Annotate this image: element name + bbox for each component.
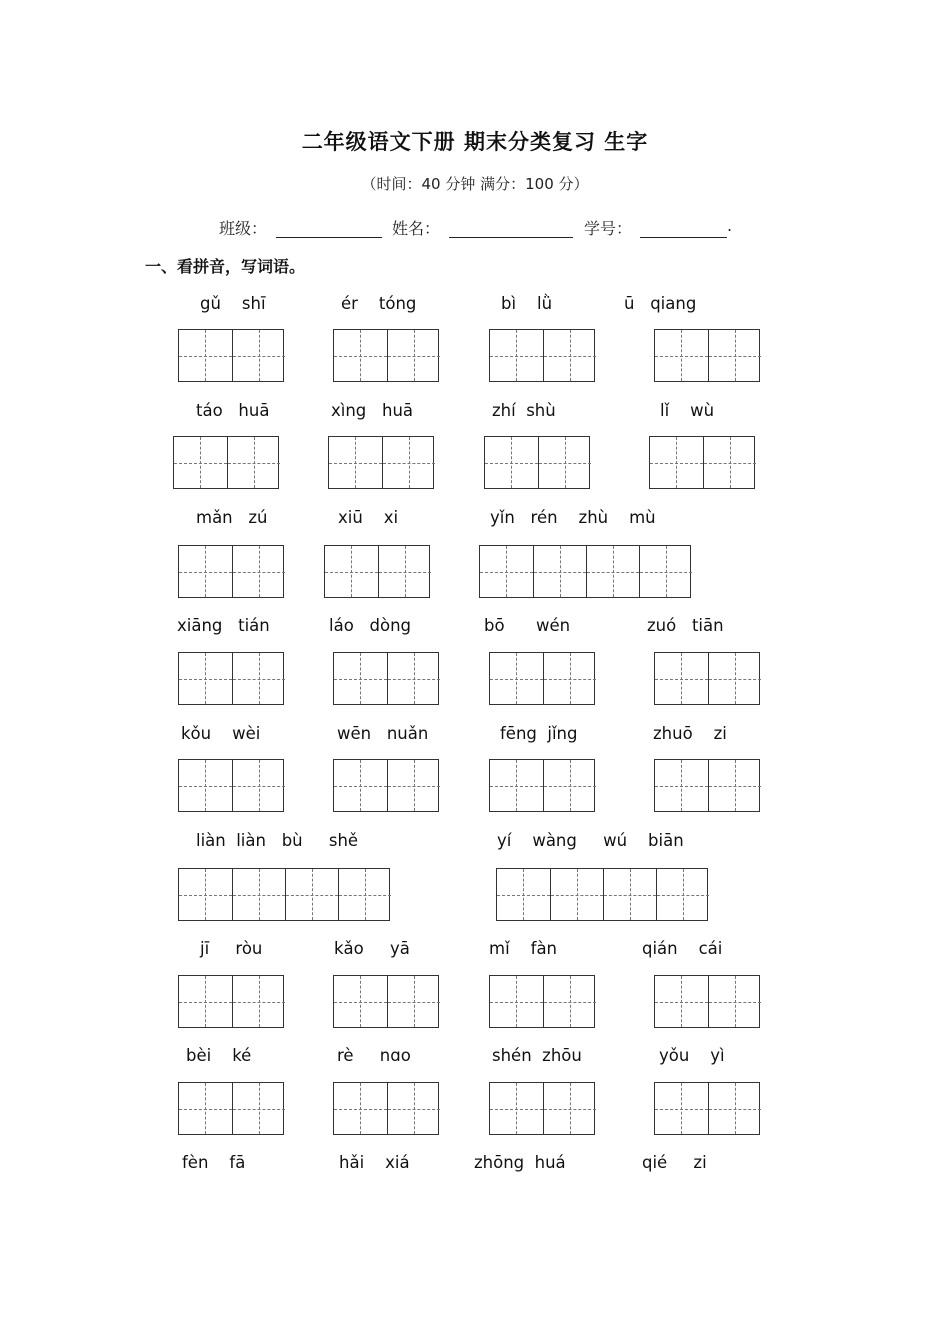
tianzige-cell[interactable]	[387, 1083, 440, 1134]
tianzige-cell[interactable]	[538, 437, 591, 488]
tianzige-cell[interactable]	[382, 437, 435, 488]
tianzige-cell[interactable]	[285, 869, 338, 920]
pinyin-label: zhí shù	[492, 401, 556, 420]
cell-guide-horizontal	[233, 1002, 285, 1003]
tianzige-cell[interactable]	[490, 760, 543, 811]
tianzige-cell[interactable]	[338, 869, 391, 920]
tianzige-cell[interactable]	[329, 437, 382, 488]
tianzige-cell[interactable]	[179, 1083, 232, 1134]
pinyin-label: fèn fā	[182, 1153, 246, 1172]
pinyin-label: ū qiang	[624, 294, 697, 313]
tianzige-cell[interactable]	[387, 976, 440, 1027]
tianzige-cell[interactable]	[378, 546, 431, 597]
cell-guide-horizontal	[388, 356, 440, 357]
cell-guide-horizontal	[709, 786, 761, 787]
cell-guide-horizontal	[233, 1109, 285, 1110]
pinyin-label: gǔ shī	[200, 294, 266, 313]
cell-guide-horizontal	[388, 1002, 440, 1003]
id-field[interactable]	[640, 237, 727, 238]
writing-grid[interactable]	[333, 329, 439, 382]
tianzige-cell[interactable]	[232, 1083, 285, 1134]
writing-grid[interactable]	[654, 975, 760, 1028]
cell-guide-horizontal	[544, 356, 596, 357]
cell-guide-horizontal	[655, 1109, 708, 1110]
writing-grid[interactable]	[173, 436, 279, 489]
tianzige-cell[interactable]	[227, 437, 280, 488]
pinyin-label: zhuō zi	[653, 724, 727, 743]
tianzige-cell[interactable]	[334, 330, 387, 381]
cell-guide-horizontal	[655, 786, 708, 787]
cell-guide-horizontal	[334, 679, 387, 680]
tianzige-cell[interactable]	[490, 330, 543, 381]
tianzige-cell[interactable]	[490, 1083, 543, 1134]
writing-grid[interactable]	[178, 545, 284, 598]
writing-grid[interactable]	[654, 329, 760, 382]
id-label: 学号：	[584, 219, 633, 238]
cell-guide-horizontal	[655, 356, 708, 357]
tianzige-cell[interactable]	[480, 546, 533, 597]
writing-grid[interactable]	[178, 868, 390, 921]
cell-guide-horizontal	[334, 356, 387, 357]
tianzige-cell[interactable]	[485, 437, 538, 488]
tianzige-cell[interactable]	[325, 546, 378, 597]
writing-grid[interactable]	[489, 975, 595, 1028]
writing-grid[interactable]	[328, 436, 434, 489]
cell-guide-horizontal	[604, 895, 656, 896]
pinyin-label: liàn liàn bù shě	[196, 831, 359, 850]
pinyin-label: xiū xi	[338, 508, 399, 527]
cell-guide-horizontal	[485, 463, 538, 464]
cell-guide-horizontal	[709, 679, 761, 680]
cell-guide-horizontal	[709, 1002, 761, 1003]
cell-guide-horizontal	[379, 572, 431, 573]
writing-grid[interactable]	[178, 759, 284, 812]
writing-grid[interactable]	[333, 975, 439, 1028]
cell-guide-horizontal	[544, 786, 596, 787]
cell-guide-horizontal	[388, 786, 440, 787]
end-mark: .	[727, 216, 733, 235]
tianzige-cell[interactable]	[179, 330, 232, 381]
pinyin-label: jī ròu	[200, 939, 263, 958]
cell-guide-horizontal	[388, 1109, 440, 1110]
tianzige-cell[interactable]	[232, 760, 285, 811]
cell-guide-horizontal	[233, 572, 285, 573]
tianzige-cell[interactable]	[655, 1083, 708, 1134]
tianzige-cell[interactable]	[490, 976, 543, 1027]
tianzige-cell[interactable]	[639, 546, 692, 597]
writing-grid[interactable]	[489, 329, 595, 382]
cell-guide-horizontal	[657, 895, 709, 896]
tianzige-cell[interactable]	[179, 976, 232, 1027]
pinyin-label: bèi ké	[186, 1046, 252, 1065]
cell-guide-horizontal	[233, 786, 285, 787]
tianzige-cell[interactable]	[497, 869, 550, 920]
tianzige-cell[interactable]	[232, 330, 285, 381]
pinyin-label: bì lǜ	[501, 294, 553, 313]
writing-grid[interactable]	[479, 545, 691, 598]
tianzige-cell[interactable]	[334, 760, 387, 811]
tianzige-cell[interactable]	[232, 869, 285, 920]
writing-grid[interactable]	[654, 652, 760, 705]
cell-guide-horizontal	[286, 895, 338, 896]
writing-grid[interactable]	[333, 759, 439, 812]
cell-guide-horizontal	[179, 356, 232, 357]
class-field[interactable]	[276, 237, 382, 238]
tianzige-cell[interactable]	[655, 330, 708, 381]
pinyin-label: wēn nuǎn	[337, 724, 429, 743]
cell-guide-horizontal	[490, 786, 543, 787]
cell-guide-horizontal	[233, 356, 285, 357]
cell-guide-horizontal	[551, 895, 603, 896]
tianzige-cell[interactable]	[708, 653, 761, 704]
tianzige-cell[interactable]	[703, 437, 756, 488]
tianzige-cell[interactable]	[490, 653, 543, 704]
cell-guide-horizontal	[587, 572, 639, 573]
writing-grid[interactable]	[654, 1082, 760, 1135]
writing-grid[interactable]	[649, 436, 755, 489]
cell-guide-horizontal	[490, 679, 543, 680]
cell-guide-horizontal	[480, 572, 533, 573]
pinyin-label: ér tóng	[341, 294, 417, 313]
cell-guide-horizontal	[174, 463, 227, 464]
cell-guide-horizontal	[640, 572, 692, 573]
tianzige-cell[interactable]	[533, 546, 586, 597]
pinyin-label: mǎn zú	[196, 508, 268, 527]
cell-guide-horizontal	[179, 572, 232, 573]
pinyin-label: zuó tiān	[647, 616, 724, 635]
name-label: 姓名：	[392, 219, 441, 238]
tianzige-cell[interactable]	[334, 653, 387, 704]
cell-guide-horizontal	[490, 1109, 543, 1110]
tianzige-cell[interactable]	[179, 760, 232, 811]
cell-guide-horizontal	[655, 1002, 708, 1003]
pinyin-label: láo dòng	[329, 616, 412, 635]
writing-grid[interactable]	[333, 1082, 439, 1135]
pinyin-label: kǎo yā	[334, 939, 410, 958]
pinyin-label: kǒu wèi	[181, 724, 261, 743]
cell-guide-horizontal	[704, 463, 756, 464]
pinyin-label: táo huā	[196, 401, 270, 420]
tianzige-cell[interactable]	[708, 760, 761, 811]
tianzige-cell[interactable]	[543, 760, 596, 811]
cell-guide-horizontal	[233, 679, 285, 680]
cell-guide-horizontal	[544, 1002, 596, 1003]
tianzige-cell[interactable]	[708, 330, 761, 381]
writing-grid[interactable]	[178, 975, 284, 1028]
tianzige-cell[interactable]	[179, 653, 232, 704]
tianzige-cell[interactable]	[655, 760, 708, 811]
cell-guide-horizontal	[388, 679, 440, 680]
writing-grid[interactable]	[654, 759, 760, 812]
writing-grid[interactable]	[333, 652, 439, 705]
writing-grid[interactable]	[489, 652, 595, 705]
cell-guide-horizontal	[179, 679, 232, 680]
pinyin-label: xiāng tián	[177, 616, 270, 635]
cell-guide-horizontal	[383, 463, 435, 464]
class-label: 班级：	[219, 219, 268, 238]
tianzige-cell[interactable]	[179, 546, 232, 597]
tianzige-cell[interactable]	[708, 976, 761, 1027]
tianzige-cell[interactable]	[655, 653, 708, 704]
cell-guide-horizontal	[325, 572, 378, 573]
cell-guide-horizontal	[544, 1109, 596, 1110]
tianzige-cell[interactable]	[543, 976, 596, 1027]
pinyin-label: shén zhōu	[492, 1046, 582, 1065]
tianzige-cell[interactable]	[543, 1083, 596, 1134]
pinyin-label: mǐ fàn	[489, 939, 558, 958]
pinyin-label: yǐn rén zhù mù	[490, 508, 656, 527]
cell-guide-horizontal	[534, 572, 586, 573]
cell-guide-horizontal	[334, 1109, 387, 1110]
cell-guide-horizontal	[544, 679, 596, 680]
cell-guide-horizontal	[179, 1109, 232, 1110]
tianzige-cell[interactable]	[650, 437, 703, 488]
pinyin-label: rè nɑo	[337, 1046, 411, 1065]
cell-guide-horizontal	[179, 786, 232, 787]
tianzige-cell[interactable]	[174, 437, 227, 488]
section-heading: 一、看拼音，写词语。	[145, 257, 306, 276]
cell-guide-horizontal	[709, 356, 761, 357]
tianzige-cell[interactable]	[232, 653, 285, 704]
tianzige-cell[interactable]	[387, 760, 440, 811]
cell-guide-horizontal	[233, 895, 285, 896]
cell-guide-horizontal	[655, 679, 708, 680]
pinyin-label: hǎi xiá	[339, 1153, 410, 1172]
writing-grid[interactable]	[489, 1082, 595, 1135]
tianzige-cell[interactable]	[387, 330, 440, 381]
pinyin-label: bō wén	[484, 616, 571, 635]
tianzige-cell[interactable]	[334, 1083, 387, 1134]
pinyin-label: yǒu yì	[659, 1046, 725, 1065]
tianzige-cell[interactable]	[387, 653, 440, 704]
cell-guide-horizontal	[228, 463, 280, 464]
tianzige-cell[interactable]	[656, 869, 709, 920]
pinyin-label: yí wàng wú biān	[497, 831, 684, 850]
cell-guide-horizontal	[179, 1002, 232, 1003]
page-title: 二年级语文下册 期末分类复习 生字	[301, 130, 649, 154]
writing-grid[interactable]	[496, 868, 708, 921]
pinyin-label: zhōng huá	[474, 1153, 566, 1172]
cell-guide-horizontal	[490, 356, 543, 357]
tianzige-cell[interactable]	[603, 869, 656, 920]
pinyin-label: qié zi	[642, 1153, 707, 1172]
exam-subtitle: （时间：40 分钟 满分：100 分）	[361, 175, 589, 193]
tianzige-cell[interactable]	[232, 976, 285, 1027]
tianzige-cell[interactable]	[708, 1083, 761, 1134]
cell-guide-horizontal	[709, 1109, 761, 1110]
cell-guide-horizontal	[490, 1002, 543, 1003]
pinyin-label: qián cái	[642, 939, 723, 958]
cell-guide-horizontal	[334, 1002, 387, 1003]
pinyin-label: lǐ wù	[660, 401, 715, 420]
writing-grid[interactable]	[324, 545, 430, 598]
tianzige-cell[interactable]	[232, 546, 285, 597]
tianzige-cell[interactable]	[334, 976, 387, 1027]
tianzige-cell[interactable]	[179, 869, 232, 920]
pinyin-label: fēng jǐng	[500, 724, 578, 743]
cell-guide-horizontal	[329, 463, 382, 464]
cell-guide-horizontal	[334, 786, 387, 787]
tianzige-cell[interactable]	[655, 976, 708, 1027]
tianzige-cell[interactable]	[543, 653, 596, 704]
tianzige-cell[interactable]	[586, 546, 639, 597]
tianzige-cell[interactable]	[550, 869, 603, 920]
writing-grid[interactable]	[178, 652, 284, 705]
tianzige-cell[interactable]	[543, 330, 596, 381]
writing-grid[interactable]	[489, 759, 595, 812]
cell-guide-horizontal	[179, 895, 232, 896]
cell-guide-horizontal	[497, 895, 550, 896]
pinyin-label: xìng huā	[331, 401, 414, 420]
cell-guide-horizontal	[339, 895, 391, 896]
writing-grid[interactable]	[178, 329, 284, 382]
name-field[interactable]	[449, 237, 573, 238]
writing-grid[interactable]	[484, 436, 590, 489]
cell-guide-horizontal	[539, 463, 591, 464]
writing-grid[interactable]	[178, 1082, 284, 1135]
cell-guide-horizontal	[650, 463, 703, 464]
